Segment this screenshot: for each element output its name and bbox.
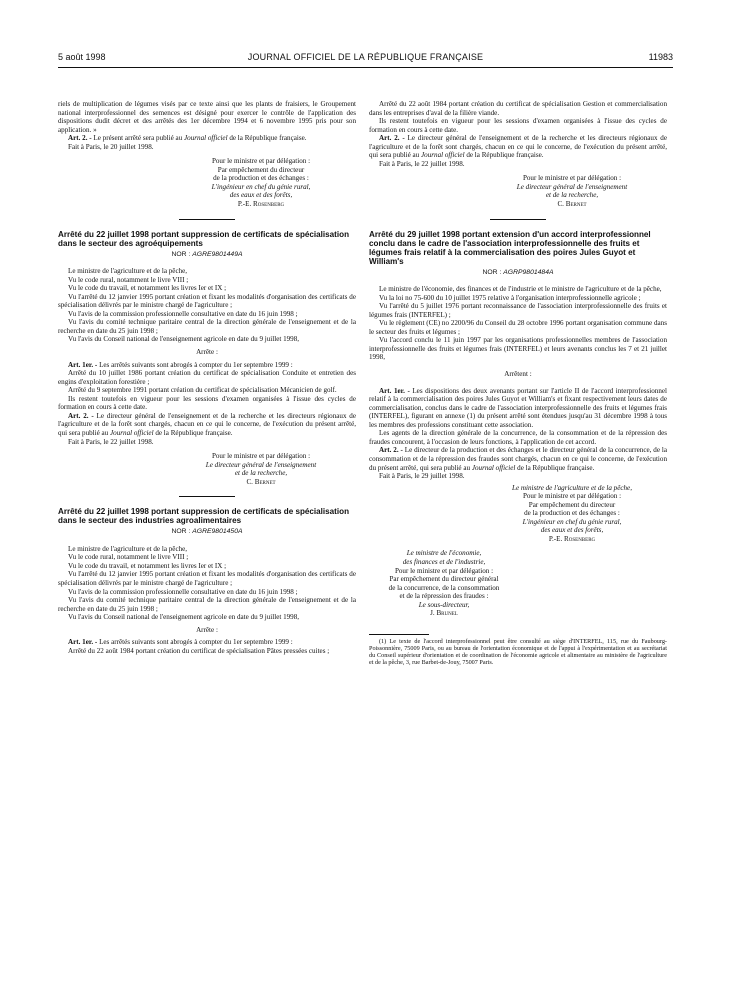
visa-line: Vu le code rural, notamment le livre VIII ;: [68, 553, 189, 562]
visa-line: Vu l'arrêté du 12 janvier 1995 portant création et fixant les modalités d'organisation des certificats de spécialisation délivrés par le ministre chargé de l'agriculture ;: [58, 570, 356, 587]
journal-title: JOURNAL OFFICIEL DE LA RÉPUBLIQUE FRANÇAISE: [247, 52, 484, 62]
article-1: Art. 1er. - Les arrêtés suivants sont abrogés à compter du 1er septembre 1999 :: [68, 360, 293, 369]
signature-block: Pour le ministre et par délégation : Par empêchement du directeur de la production et des échanges : L'ingénieur en chef du génie rural, des eaux et des forêts, P.-E. Rosenberg: [58, 157, 356, 208]
separator: [179, 496, 235, 497]
list-item: Arrêté du 10 juillet 1986 portant création du certificat de spécialisation Conduite et entretien des engins d'exploitation forestière ;: [58, 369, 356, 386]
signature-block: Pour le ministre et par délégation : Le directeur général de l'enseignement et de la recherche, C. Bernet: [369, 174, 667, 208]
visa-line: Vu l'avis du Conseil national de l'enseignement agricole en date du 9 juillet 1998,: [68, 613, 300, 622]
footnote-rule: [369, 634, 429, 635]
visa-line: Vu l'arrêté du 5 juillet 1976 portant reconnaissance de l'association interprofessionnelle des fruits et légumes frais (INTERFEL) ;: [369, 302, 667, 319]
signatory-name: C. Bernet: [557, 200, 587, 209]
visa-line: Vu le code du travail, et notamment les livres Ier et IX ;: [68, 561, 227, 570]
article-2: Art. 2. - Le directeur général de l'enseignement et de la recherche et les directeurs régionaux de l'agriculture et de la forêt sont chargés, chacun en ce qui le concerne, de l'exécution du présent arrêté, qui sera publié au Journal officiel de la République française.: [58, 411, 356, 437]
list-item: Ils restent toutefois en vigueur pour les sessions d'examen organisées à l'issue des cycles de formation en cours à cette date.: [58, 394, 356, 412]
decree-title: Arrêté du 22 juillet 1998 portant suppression de certificats de spécialisation dans le secteur des industries agroalimentaires: [58, 507, 350, 526]
visa-line: Vu le règlement (CE) no 2200/96 du Conseil du 28 octobre 1996 portant organisation commune dans le secteur des fruits et légumes ;: [369, 319, 667, 336]
article-2: Art. 2. - Le directeur général de l'enseignement et de la recherche et les directeurs régionaux de l'agriculture et de la forêt sont chargés, chacun en ce qui le concerne, de l'exécution du présent arrêté, qui sera publié au Journal officiel de la République française.: [369, 134, 667, 160]
signatory-name: P.-E. Rosenberg: [237, 200, 285, 209]
fait-line: Fait à Paris, le 22 juillet 1998.: [68, 437, 154, 446]
footnote: (1) Le texte de l'accord interprofessionnel peut être consulté au siège d'INTERFEL, 115, rue du Faubourg-Poissonnière, 75009 Paris, ou au bureau de l'orientation économique et de l'appui à l'expérimentation et au secrétariat du Conseil supérieur d'orientation et de coordination de l'économie agricole et alimentaire au ministère de l'agriculture et de la pêche, 3, rue Barbet-de-Jouy, 75007 Paris.: [369, 637, 667, 667]
visa-line: Le ministre de l'agriculture et de la pêche,: [68, 544, 188, 553]
visa-line: Vu l'avis du comité technique paritaire central de la direction générale de l'enseignement et de la recherche en date du 25 juin 1998 ;: [58, 596, 356, 613]
list-item: Arrêté du 22 août 1984 portant création du certificat de spécialisation Gestion et commercialisation dans les entreprises d'aval de la filière viande.: [369, 100, 667, 117]
article-2: Art. 2. - Le directeur de la production et des échanges et le directeur général de la concurrence, de la consommation et de la répression des fraudes sont chargés, chacun en ce qui le concerne, de l'exécution du présent arrêté, qui sera publié au Journal officiel de la République française.: [369, 446, 667, 472]
article-2: Art. 2. - Le présent arrêté sera publié au Journal officiel de la République française.: [68, 134, 307, 143]
visa-line: Le ministre de l'agriculture et de la pêche,: [68, 267, 188, 276]
visa-line: Vu l'accord conclu le 11 juin 1997 par les organisations professionnelles membres de l'association interprofessionnelle des fruits et légumes frais (INTERFEL) et leurs avenants conclus les 7 et 21 juillet 1998,: [369, 336, 667, 362]
nor-reference: NOR : AGRP9801484A: [482, 268, 554, 276]
signatory-name: C. Bernet: [246, 477, 276, 486]
header-rule: [58, 67, 673, 68]
visa-line: Vu l'avis du Conseil national de l'enseignement agricole en date du 9 juillet 1998,: [68, 335, 300, 344]
arretent-heading: Arrêtent :: [504, 370, 532, 379]
signature-block: Le ministre de l'agriculture et de la pêche, Pour le ministre et par délégation : Par empêchement du directeur de la production et des échanges : L'ingénieur en chef du génie rural, des eaux et des forêts, P.-E. Rosenberg: [369, 484, 667, 544]
visa-line: Vu la loi no 75-600 du 10 juillet 1975 relative à l'organisation interprofessionnelle agricole ;: [379, 293, 641, 302]
issue-date: 5 août 1998: [58, 52, 106, 62]
right-column: [369, 100, 667, 667]
agents-paragraph: Les agents de la direction générale de la concurrence, de la consommation et de la répression des fraudes concourent, à l'occasion de leurs fonctions, à l'application de cet accord.: [369, 429, 667, 446]
arrete-heading: Arrête :: [196, 625, 218, 634]
signatory-name: P.-E. Rosenberg: [548, 534, 596, 543]
list-item: Arrêté du 9 septembre 1991 portant création du certificat de spécialisation Mécanicien de golf.: [68, 386, 337, 395]
fait-line: Fait à Paris, le 22 juillet 1998.: [379, 159, 465, 168]
visa-line: Vu l'avis du comité technique paritaire central de la direction générale de l'enseignement et de la recherche en date du 25 juin 1998 ;: [58, 318, 356, 335]
decree-title: Arrêté du 22 juillet 1998 portant suppression de certificats de spécialisation dans le secteur des agroéquipements: [58, 229, 350, 248]
signature-block: Pour le ministre et par délégation : Le directeur général de l'enseignement et de la recherche, C. Bernet: [58, 452, 356, 486]
page-header: [58, 52, 673, 66]
visa-line: Vu l'avis de la commission professionnelle consultative en date du 16 juin 1998 ;: [68, 587, 298, 596]
visa-line: Vu le code rural, notamment le livre VIII ;: [68, 275, 189, 284]
article-1: Art. 1er. - Les dispositions des deux avenants portant sur l'article II de l'accord interprofessionnel relatif à la commercialisation des poires Jules Guyot et William's et fixant respectivement leurs dates de commercialisation, conclus dans le cadre de l'association interprofessionnelle des fruits et légumes frais (INTERFEL), figurant en annexe (1) du présent arrêté sont étendues jusqu'au 31 décembre 1998 à tous les membres des professions constituant cette association.: [369, 386, 667, 429]
signature-block-2: Le ministre de l'économie, des finances et de l'industrie, Pour le ministre et par délégation : Par empêchement du directeur général de la concurrence, de la consommation et de la répression des fraudes : Le sous-directeur, J. Brunel: [369, 549, 519, 617]
fait-line: Fait à Paris, le 20 juillet 1998.: [68, 142, 154, 151]
nor-reference: NOR : AGRE9801449A: [171, 250, 243, 258]
continued-paragraph: riels de multiplication de légumes visés par ce texte ainsi que les plants de fraisiers, le Groupement national interprofessionnel des semences est désigné pour exercer le contrôle de l'application des dispositions dudit décret et des arrêtés des 1er décembre 1994 et 6 novembre 1995 pris pour son application. »: [58, 100, 356, 134]
nor-reference: NOR : AGRE9801450A: [171, 528, 243, 536]
separator: [490, 219, 546, 220]
visa-line: Vu le code du travail, et notamment les livres Ier et IX ;: [68, 284, 227, 293]
arrete-heading: Arrête :: [196, 348, 218, 357]
visa-line: Vu l'arrêté du 12 janvier 1995 portant création et fixant les modalités d'organisation des certificats de spécialisation délivrés par le ministre chargé de l'agriculture ;: [58, 292, 356, 310]
visa-line: Le ministre de l'économie, des finances et de l'industrie et le ministre de l'agriculture et de la pêche,: [379, 285, 662, 294]
signatory-name: J. Brunel: [430, 609, 458, 618]
decree-title: Arrêté du 29 juillet 1998 portant extension d'un accord interprofessionnel conclu dans le cadre de l'association interprofessionnelle des fruits et légumes frais relatif à la commercialisation des poires Jules Guyot et William's: [369, 229, 651, 266]
article-1: Art. 1er. - Les arrêtés suivants sont abrogés à compter du 1er septembre 1999 :: [68, 638, 293, 647]
list-item: Ils restent toutefois en vigueur pour les sessions d'examen organisées à l'issue des cycles de formation en cours à cette date.: [369, 117, 667, 134]
visa-line: Vu l'avis de la commission professionnelle consultative en date du 16 juin 1998 ;: [68, 309, 298, 318]
list-item: Arrêté du 22 août 1984 portant création du certificat de spécialisation Pâtes pressées cuites ;: [68, 646, 330, 655]
separator: [179, 219, 235, 220]
left-column: [58, 100, 356, 655]
page-number: 11983: [648, 52, 673, 62]
fait-line: Fait à Paris, le 29 juillet 1998.: [379, 472, 465, 481]
